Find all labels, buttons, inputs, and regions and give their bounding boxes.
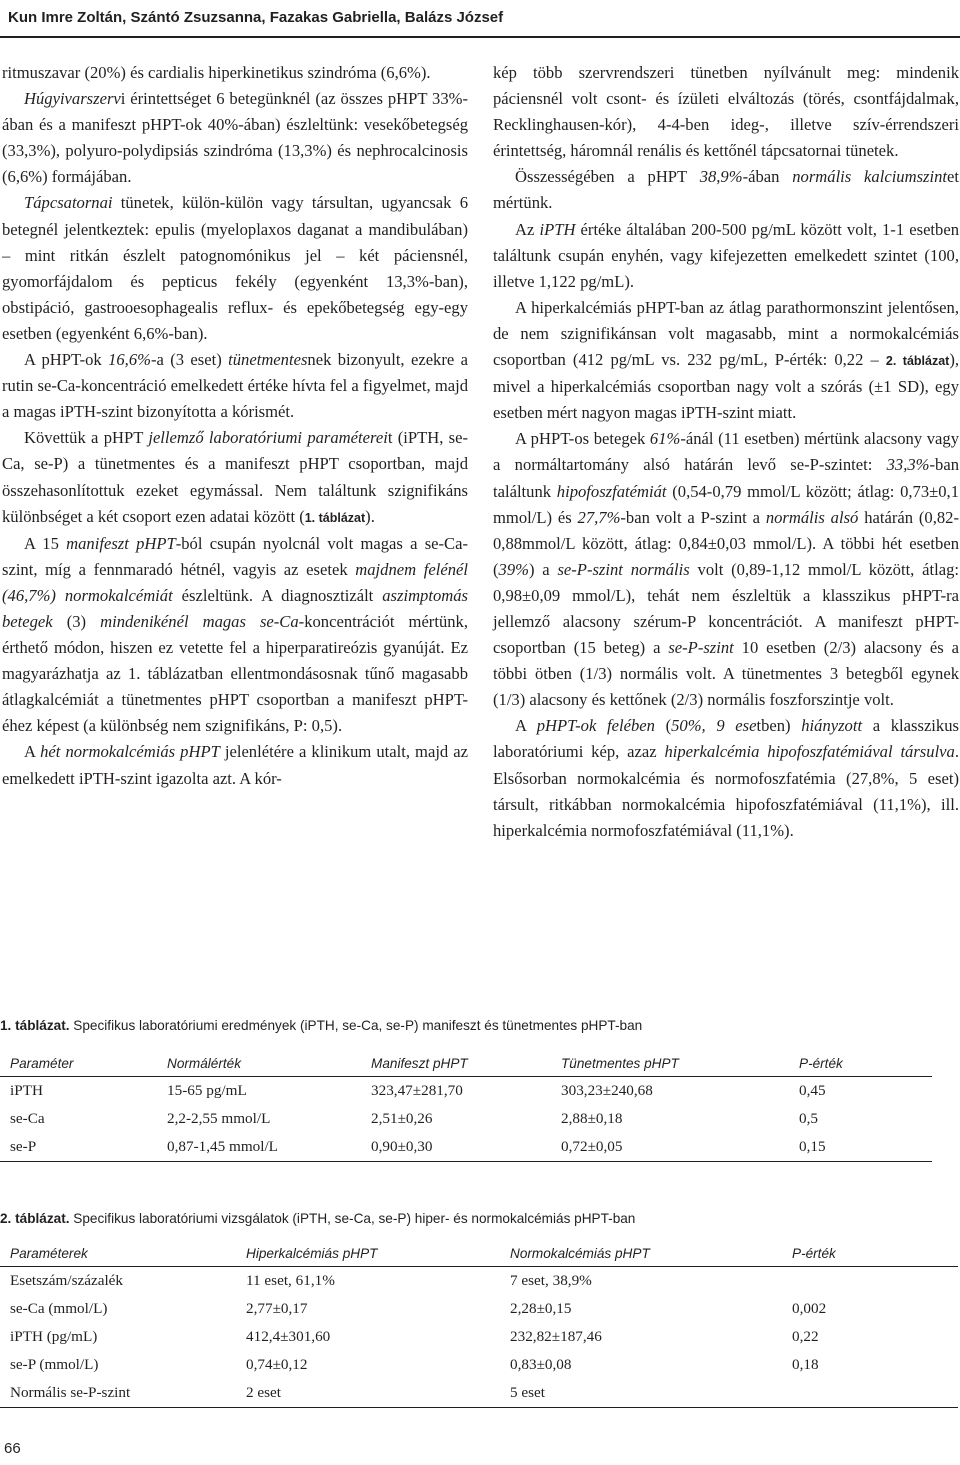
- table-cell: 0,22: [792, 1328, 819, 1345]
- table-row: [0, 1295, 958, 1323]
- paragraph: Tápcsatornai tünetek, külön-külön vagy társultan, ugyancsak 6 betegnél jelentkeztek: epulis (myeloplaxos daganat a mandibulában) – mint ritkán észlelt patognomónikus jel – két páciensnél, gyomorfájdalom és pepticus fekély (egyenként 13,3%-ban), obstipáció, gastrooesophagealis reflux- és epekőbetegség egy-egy esetben (egyenként 6,6%-ban).: [2, 193, 468, 343]
- table-cell: 2,77±0,17: [246, 1300, 308, 1317]
- paragraph: A 15 manifeszt pHPT-ból csupán nyolcnál volt magas a se-Ca-szint, míg a fennmaradó hétnél, vagyis az esetek majdnem felénél (46,7%) normokalcémiát észleltünk. A diagnosztizált aszimptomás betegek (3) mindenikénél magas se-Ca-koncentrációt mértünk, érthető módon, hiszen ez vetette fel a hiperparatireózis gyanúját. Ez magyarázhatja az 1. táblázatban ellentmondásosnak tűnő magasabb átlagkalcémiát a tünetmentes pHPT csoportban a manifeszt pHPT-éhez képest (a különbség nem szignifikáns, P: 0,5).: [2, 533, 469, 736]
- table2: [0, 1240, 958, 1408]
- table-cell: 323,47±281,70: [371, 1082, 463, 1099]
- table-cell: se-P (mmol/L): [10, 1356, 99, 1373]
- table-header-row: [0, 1240, 958, 1267]
- paragraph: A pHPT-ok felében (50%, 9 esetben) hiányzott a klasszikus laboratóriumi kép, azaz hiperkalcémia hipofoszfatémiával társulva. Elsősorban normokalcémia és normofoszfatémia (27,8%, 5 eset) társult, ritkábban normokalcémia hipofoszfatémiával (11,1%), ill. hiperkalcémia normofoszfatémiával (11,1%).: [493, 716, 959, 840]
- table-row: [0, 1105, 932, 1133]
- column-header: P-érték: [782, 1240, 958, 1267]
- table-cell: 2,88±0,18: [561, 1110, 623, 1127]
- table-cell: 7 eset, 38,9%: [510, 1272, 592, 1289]
- table-cell: 11 eset, 61,1%: [246, 1272, 335, 1289]
- table-cell: 412,4±301,60: [246, 1328, 331, 1345]
- paragraph: A pHPT-ok 16,6%-a (3 eset) tünetmentesnek bizonyult, ezekre a rutin se-Ca-koncentráció emelkedett értéke hívta fel a figyelmet, majd a magas iPTH-szint bizonyította a kórismét.: [2, 350, 468, 422]
- column-header: Paraméterek: [0, 1240, 236, 1267]
- table-cell: 0,15: [789, 1133, 932, 1162]
- paragraph: kép több szervrendszeri tünetben nyílvánult meg: mindenik páciensnél volt csont- és ízületi elváltozás (törés, csontfájdalmak, Recklinghausen-kór), 4-4-ben ideg-, illetve szív-érrendszeri érintettség, háromnál renális és kettőnél tápcsatornai tünetek.: [493, 63, 959, 161]
- table-cell: iPTH: [10, 1082, 43, 1099]
- running-header: [0, 0, 960, 38]
- table-cell: 0,72±0,05: [551, 1133, 789, 1162]
- right-column: [493, 60, 959, 844]
- table-reference: 1. táblázat: [304, 510, 366, 525]
- column-header: Normokalcémiás pHPT: [500, 1240, 782, 1267]
- table1: [0, 1050, 932, 1162]
- paragraph: Összességében a pHPT 38,9%-ában normális kalciumszintet mértünk.: [493, 167, 960, 213]
- paragraph: A pHPT-os betegek 61%-ánál (11 esetben) mértünk alacsony vagy a normáltartomány alsó határán levő se-P-szintet: 33,3%-ban találtunk hipofoszfatémiát (0,54-0,79 mmol/L között; átlag: 0,73±0,1 mmol/L) és 27,7%-ban volt a P-szint a normális alsó határán (0,82-0,88mmol/L között, átlag: 0,84±0,03 mmol/L). A többi hét esetben (39%) a se-P-szint normális volt (0,89-1,12 mmol/L között, átlag: 0,98±0,09 mmol/L), tehát nem észleltük a klasszikus pHPT-ra jellemző alacsony szérum-P koncentrációt. A manifeszt pHPT-csoportban (15 beteg) a se-P-szint 10 esetben (2/3) alacsony és a többi ötben (1/3) normális volt. A tünetmentes 3 betegből egynek (1/3) alacsony és kettőnek (2/3) normális foszforszintje volt.: [493, 429, 959, 710]
- table-cell: Normális se-P-szint: [0, 1379, 236, 1408]
- table-cell: 0,74±0,12: [246, 1356, 308, 1373]
- table-row: [0, 1133, 932, 1162]
- table-cell: Esetszám/százalék: [10, 1272, 124, 1289]
- table-cell: 15-65 pg/mL: [167, 1082, 247, 1099]
- column-header: Hiperkalcémiás pHPT: [236, 1240, 500, 1267]
- table-row: [0, 1077, 932, 1106]
- table-row: [0, 1351, 958, 1379]
- table-cell: se-Ca: [10, 1110, 45, 1127]
- table-cell: 5 eset: [500, 1379, 782, 1408]
- table-cell: se-P: [0, 1133, 157, 1162]
- table2-caption: 2. táblázat. Specifikus laboratóriumi vizsgálatok (iPTH, se-Ca, se-P) hiper- és normokalcémiás pHPT-ban: [0, 1211, 636, 1226]
- table-cell: [782, 1267, 958, 1296]
- table-cell: se-Ca (mmol/L): [10, 1300, 108, 1317]
- table-cell: iPTH (pg/mL): [10, 1328, 98, 1345]
- table-cell: 0,45: [799, 1082, 826, 1099]
- paragraph: A hét normokalcémiás pHPT jelenlétére a klinikum utalt, majd az emelkedett iPTH-szint igazolta azt. A kór-: [2, 742, 468, 788]
- table-cell: 2,2-2,55 mmol/L: [167, 1110, 271, 1127]
- paragraph: ritmuszavar (20%) és cardialis hiperkinetikus szindróma (6,6%).: [2, 63, 431, 82]
- table-cell: [782, 1379, 958, 1408]
- table-cell: 232,82±187,46: [510, 1328, 602, 1345]
- table-cell: 0,83±0,08: [510, 1356, 572, 1373]
- table-cell: 2 eset: [236, 1379, 500, 1408]
- table-cell: 0,87-1,45 mmol/L: [157, 1133, 361, 1162]
- column-header: Tünetmentes pHPT: [551, 1050, 789, 1077]
- table-cell: 0,90±0,30: [361, 1133, 551, 1162]
- column-header: Normálérték: [157, 1050, 361, 1077]
- table-cell: 0,002: [792, 1300, 827, 1317]
- table-cell: 2,28±0,15: [510, 1300, 572, 1317]
- header-authors: Kun Imre Zoltán, Szántó Zsuzsanna, Fazakas Gabriella, Balázs József: [8, 9, 504, 26]
- column-header: Manifeszt pHPT: [361, 1050, 551, 1077]
- paragraph: Húgyivarszervi érintettséget 6 betegünknél (az összes pHPT 33%-ában és a manifeszt pHPT-ok 40%-ában) észleltünk: vesekőbetegség (33,3%), polyuro-polydipsiás szindróma (13,3%) és nephrocalcinosis (6,6%) formájában.: [2, 89, 468, 187]
- page-number: 66: [4, 1440, 21, 1457]
- table-row: [0, 1323, 958, 1351]
- table1-caption: 1. táblázat. Specifikus laboratóriumi eredmények (iPTH, se-Ca, se-P) manifeszt és tünetmentes pHPT-ban: [0, 1018, 643, 1033]
- table-row: [0, 1379, 958, 1408]
- table-reference: 2. táblázat: [885, 354, 950, 369]
- table-cell: 303,23±240,68: [561, 1082, 653, 1099]
- column-header: Paraméter: [0, 1050, 157, 1077]
- paragraph: Követtük a pHPT jellemző laboratóriumi paramétereit (iPTH, se-Ca, se-P) a tünetmentes és a manifeszt pHPT csoportban, majd összehasonlítottuk ezeket egymással. Nem találtunk szignifikáns különbséget a két csoport ezen adatai között (1. táblázat).: [2, 428, 468, 526]
- table-cell: 0,18: [792, 1356, 819, 1373]
- column-header: P-érték: [789, 1050, 932, 1077]
- table-row: [0, 1267, 958, 1296]
- table-cell: 2,51±0,26: [371, 1110, 433, 1127]
- table-header-row: [0, 1050, 932, 1077]
- paragraph: A hiperkalcémiás pHPT-ban az átlag parathormonszint jelentősen, de nem szignifikánsan volt magasabb, mint a normokalcémiás csoportban (412 pg/mL vs. 232 pg/mL, P-érték: 0,22 – 2. táblázat), mivel a hiperkalcémiás csoportban nagy volt a szórás (±1 SD), egy esetben mért nagyon magas iPTH-szint miatt.: [493, 297, 960, 423]
- paragraph: Az iPTH értéke általában 200-500 pg/mL között volt, 1-1 esetben találtunk csupán enyhén, vagy kifejezetten emelkedett szintet (100, illetve 1,122 pg/mL).: [493, 219, 960, 291]
- left-column: [2, 60, 468, 792]
- table-cell: 0,5: [799, 1110, 818, 1127]
